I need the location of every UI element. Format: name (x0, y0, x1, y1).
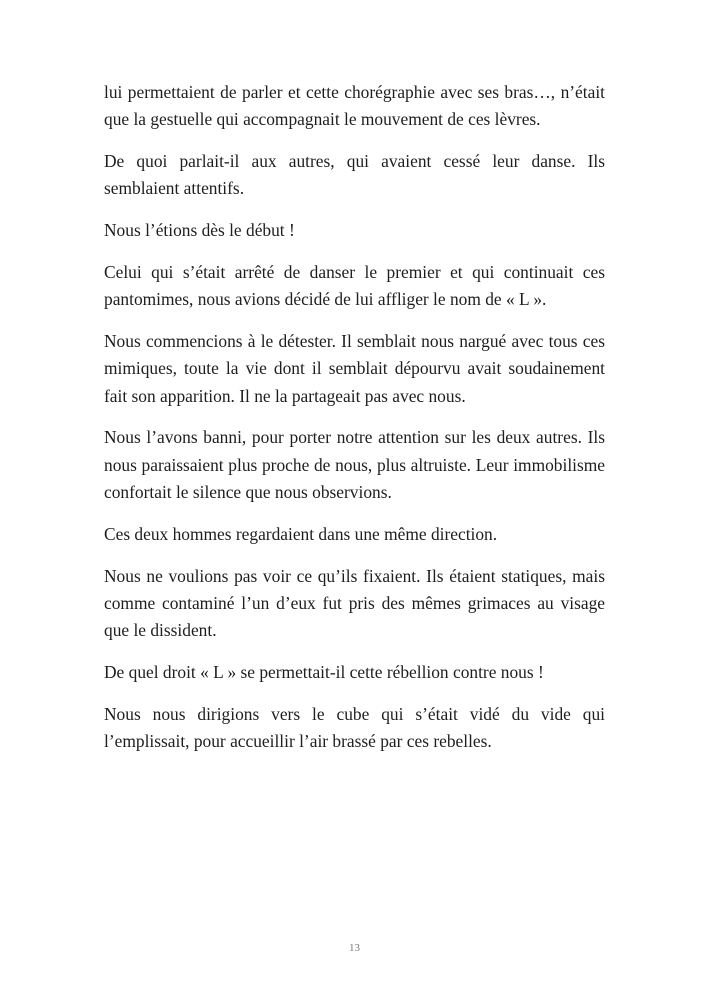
paragraph-2: De quoi parlait-il aux autres, qui avaient cessé leur danse. Ils semblaient attentifs. (104, 151, 605, 199)
paragraph-4: Celui qui s’était arrêté de danser le premier et qui continuait ces pantomimes, nous avions décidé de lui affliger le nom de « L ». (104, 261, 605, 310)
paragraph-6: Nous l’avons banni, pour porter notre attention sur les deux autres. Ils nous paraissaient plus proche de nous, plus altruiste. Leur immobilisme confortait le silence que nous observions. (104, 427, 605, 503)
body-text (104, 79, 605, 770)
paragraph-9: De quel droit « L » se permettait-il cette rébellion contre nous ! (104, 662, 544, 683)
paragraph-10: Nous nous dirigions vers le cube qui s’était vidé du vide qui l’emplissait, pour accueillir l’air brassé par ces rebelles. (104, 703, 605, 752)
page-number: 13 (349, 942, 360, 954)
paragraph-7: Ces deux hommes regardaient dans une même direction. (104, 523, 498, 544)
paragraph-5: Nous commencions à le détester. Il semblait nous nargué avec tous ces mimiques, toute la vie dont il semblait dépourvu avait soudainement fait son apparition. Il ne la partageait pas avec nous. (104, 331, 605, 406)
paragraph-3: Nous l’étions dès le début ! (104, 220, 295, 241)
paragraph-1: lui permettaient de parler et cette chorégraphie avec ses bras…, n’était que la gestuelle qui accompagnait le mouvement de ces lèvres. (104, 82, 605, 130)
paragraph-8: Nous ne voulions pas voir ce qu’ils fixaient. Ils étaient statiques, mais comme contaminé l’un d’eux fut pris des mêmes grimaces au visage que le dissident. (104, 565, 605, 641)
